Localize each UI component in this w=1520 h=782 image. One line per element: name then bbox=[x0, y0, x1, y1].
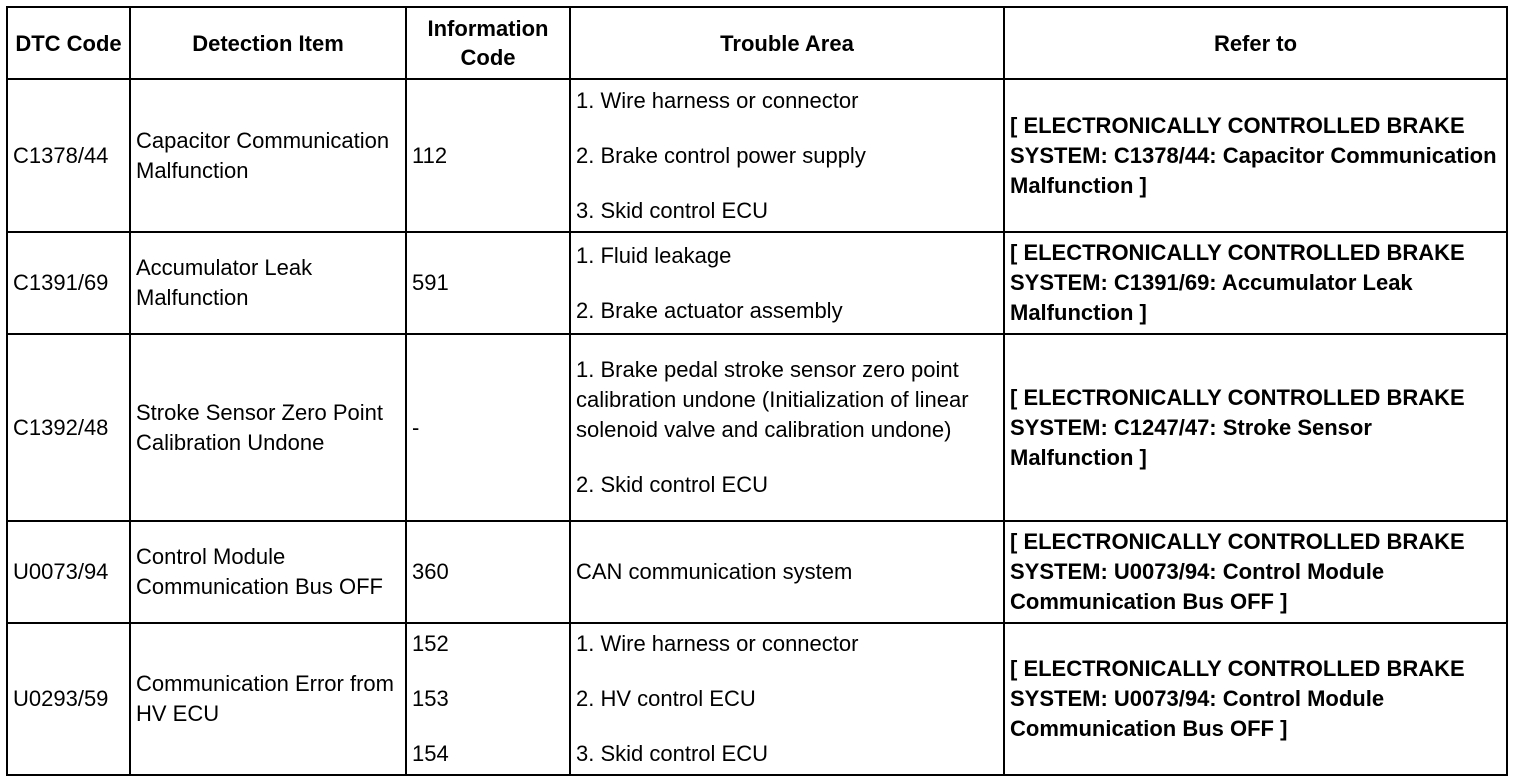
dtc-code-cell: C1378/44 bbox=[7, 79, 130, 232]
header-refer-to: Refer to bbox=[1004, 7, 1507, 79]
refer-to-link[interactable]: [ ELECTRONICALLY CONTROLLED BRAKE SYSTEM: U0073/94: Control Module Communication Bus OFF ] bbox=[1004, 623, 1507, 775]
header-row bbox=[7, 7, 1507, 79]
detection-item-cell: Control Module Communication Bus OFF bbox=[130, 521, 406, 623]
refer-to-link[interactable]: [ ELECTRONICALLY CONTROLLED BRAKE SYSTEM: C1247/47: Stroke Sensor Malfunction ] bbox=[1004, 334, 1507, 521]
detection-item-cell: Communication Error from HV ECU bbox=[130, 623, 406, 775]
header-detection-item: Detection Item bbox=[130, 7, 406, 79]
table-row bbox=[7, 232, 1507, 334]
trouble-area-item: 3. Skid control ECU bbox=[576, 741, 768, 766]
trouble-area-item: 1. Wire harness or connector bbox=[576, 87, 859, 113]
information-code-cell bbox=[406, 334, 570, 521]
trouble-area-item: 2. HV control ECU bbox=[576, 686, 756, 711]
information-code-cell bbox=[406, 232, 570, 334]
trouble-area-cell bbox=[570, 79, 1004, 232]
refer-to-link[interactable]: [ ELECTRONICALLY CONTROLLED BRAKE SYSTEM: U0073/94: Control Module Communication Bus OFF ] bbox=[1004, 521, 1507, 623]
dtc-table bbox=[6, 6, 1508, 776]
trouble-area-cell bbox=[570, 521, 1004, 623]
trouble-area-item: 1. Wire harness or connector bbox=[576, 631, 859, 656]
detection-item-cell: Capacitor Communication Malfunction bbox=[130, 79, 406, 232]
refer-to-link[interactable]: [ ELECTRONICALLY CONTROLLED BRAKE SYSTEM: C1378/44: Capacitor Communication Malfunction ] bbox=[1004, 79, 1507, 232]
detection-item-cell: Accumulator Leak Malfunction bbox=[130, 232, 406, 334]
dtc-code-cell: U0293/59 bbox=[7, 623, 130, 775]
information-code-value: 360 bbox=[412, 559, 449, 584]
refer-to-link[interactable]: [ ELECTRONICALLY CONTROLLED BRAKE SYSTEM: C1391/69: Accumulator Leak Malfunction ] bbox=[1004, 232, 1507, 334]
detection-item-cell: Stroke Sensor Zero Point Calibration Undone bbox=[130, 334, 406, 521]
information-code-value: 154 bbox=[412, 741, 449, 766]
table-row bbox=[7, 521, 1507, 623]
trouble-area-item: CAN communication system bbox=[576, 559, 853, 584]
trouble-area-item: 3. Skid control ECU bbox=[576, 197, 768, 223]
information-code-value: 152 bbox=[412, 631, 449, 656]
information-code-cell bbox=[406, 521, 570, 623]
information-code-value: 591 bbox=[412, 270, 449, 295]
information-code-value: 153 bbox=[412, 686, 449, 711]
information-code-value: 112 bbox=[412, 142, 448, 168]
trouble-area-item: 1. Fluid leakage bbox=[576, 242, 732, 268]
trouble-area-item: 2. Brake control power supply bbox=[576, 142, 866, 168]
trouble-area-item: 2. Skid control ECU bbox=[576, 472, 768, 497]
information-code-value: - bbox=[412, 414, 420, 440]
information-code-cell bbox=[406, 623, 570, 775]
trouble-area-item: 1. Brake pedal stroke sensor zero point calibration undone (Initialization of linear solenoid valve and calibration undone) bbox=[576, 357, 969, 442]
dtc-code-cell: U0073/94 bbox=[7, 521, 130, 623]
table-row bbox=[7, 79, 1507, 232]
dtc-code-cell: C1391/69 bbox=[7, 232, 130, 334]
trouble-area-item: 2. Brake actuator assembly bbox=[576, 297, 843, 323]
information-code-cell bbox=[406, 79, 570, 232]
trouble-area-cell bbox=[570, 232, 1004, 334]
header-information-code: Information Code bbox=[406, 7, 570, 79]
trouble-area-cell bbox=[570, 623, 1004, 775]
table-row bbox=[7, 623, 1507, 775]
header-dtc-code: DTC Code bbox=[7, 7, 130, 79]
header-trouble-area: Trouble Area bbox=[570, 7, 1004, 79]
table-row bbox=[7, 334, 1507, 521]
dtc-code-cell: C1392/48 bbox=[7, 334, 130, 521]
trouble-area-cell bbox=[570, 334, 1004, 521]
